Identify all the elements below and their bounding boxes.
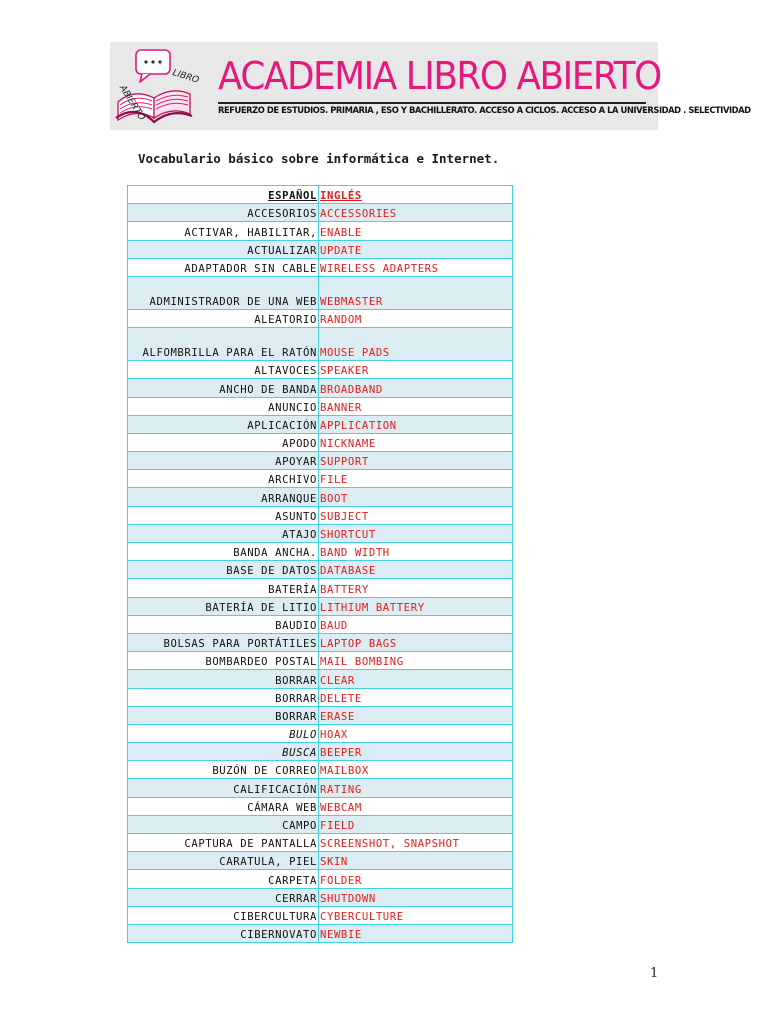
spanish-term: ATAJO (128, 524, 319, 542)
english-term: CYBERCULTURE (319, 906, 513, 924)
header-spanish: ESPAÑOL (128, 186, 319, 204)
spanish-term: CERRAR (128, 888, 319, 906)
table-row (128, 470, 513, 488)
spanish-term: ACTUALIZAR (128, 240, 319, 258)
english-term: SUBJECT (319, 506, 513, 524)
spanish-term: BOMBARDEO POSTAL (128, 652, 319, 670)
english-term: MAIL BOMBING (319, 652, 513, 670)
spanish-term: ADAPTADOR SIN CABLE (128, 258, 319, 276)
english-term: BOOT (319, 488, 513, 506)
spanish-term: APODO (128, 433, 319, 451)
spanish-term: CARPETA (128, 870, 319, 888)
english-term: FILE (319, 470, 513, 488)
table-row (128, 204, 513, 222)
spanish-term: BOLSAS PARA PORTÁTILES (128, 633, 319, 651)
english-term: MAILBOX (319, 761, 513, 779)
spanish-term: ADMINISTRADOR DE UNA WEB (128, 276, 319, 309)
academy-title: ACADEMIA LIBRO ABIERTO (218, 54, 661, 98)
spanish-term: BORRAR (128, 688, 319, 706)
english-term: CLEAR (319, 670, 513, 688)
spanish-term: CIBERNOVATO (128, 924, 319, 942)
table-row (128, 506, 513, 524)
table-row (128, 328, 513, 361)
english-term: BANNER (319, 397, 513, 415)
english-term: SUPPORT (319, 452, 513, 470)
table-row (128, 309, 513, 327)
spanish-term: ALEATORIO (128, 309, 319, 327)
table-row (128, 222, 513, 240)
spanish-term: APOYAR (128, 452, 319, 470)
vocabulary-table (127, 185, 513, 943)
table-row (128, 543, 513, 561)
table-row (128, 670, 513, 688)
table-row (128, 361, 513, 379)
english-term: LAPTOP BAGS (319, 633, 513, 651)
english-term: WEBCAM (319, 797, 513, 815)
table-row (128, 779, 513, 797)
english-term: BROADBAND (319, 379, 513, 397)
english-term: ERASE (319, 706, 513, 724)
document-title: Vocabulario básico sobre informática e Internet. (138, 151, 500, 166)
table-row (128, 579, 513, 597)
table-row (128, 815, 513, 833)
table-row (128, 743, 513, 761)
spanish-term: ACCESORIOS (128, 204, 319, 222)
spanish-term: BATERÍA (128, 579, 319, 597)
title-divider (218, 102, 646, 104)
table-row (128, 379, 513, 397)
english-term: UPDATE (319, 240, 513, 258)
english-term: NICKNAME (319, 433, 513, 451)
table-row (128, 906, 513, 924)
table-row (128, 688, 513, 706)
spanish-term: APLICACIÓN (128, 415, 319, 433)
english-term: MOUSE PADS (319, 328, 513, 361)
english-term: HOAX (319, 724, 513, 742)
table-row (128, 852, 513, 870)
spanish-term: ACTIVAR, HABILITAR, (128, 222, 319, 240)
english-term: SPEAKER (319, 361, 513, 379)
logo-text-libro: LIBRO (171, 68, 201, 86)
table-header-row (128, 186, 513, 204)
spanish-term: CIBERCULTURA (128, 906, 319, 924)
header-banner (110, 42, 751, 130)
header-english: INGLÉS (319, 186, 513, 204)
table-row (128, 452, 513, 470)
spanish-term: BAUDIO (128, 615, 319, 633)
spanish-term: CARATULA, PIEL (128, 852, 319, 870)
spanish-term: ALFOMBRILLA PARA EL RATÓN (128, 328, 319, 361)
spanish-term: BORRAR (128, 706, 319, 724)
spanish-term: ANCHO DE BANDA (128, 379, 319, 397)
table-row (128, 870, 513, 888)
table-row (128, 415, 513, 433)
english-term: SKIN (319, 852, 513, 870)
english-term: BEEPER (319, 743, 513, 761)
english-term: APPLICATION (319, 415, 513, 433)
page-number: 1 (650, 966, 659, 981)
english-term: WEBMASTER (319, 276, 513, 309)
table-row (128, 597, 513, 615)
spanish-term: BATERÍA DE LITIO (128, 597, 319, 615)
english-term: LITHIUM BATTERY (319, 597, 513, 615)
spanish-term: BORRAR (128, 670, 319, 688)
table-row (128, 834, 513, 852)
english-term: NEWBIE (319, 924, 513, 942)
table-row (128, 276, 513, 309)
spanish-term: BANDA ANCHA. (128, 543, 319, 561)
english-term: ENABLE (319, 222, 513, 240)
spanish-term: BUZÓN DE CORREO (128, 761, 319, 779)
spanish-term: CAPTURA DE PANTALLA (128, 834, 319, 852)
spanish-term: ARCHIVO (128, 470, 319, 488)
english-term: BAUD (319, 615, 513, 633)
english-term: ACCESSORIES (319, 204, 513, 222)
table-row (128, 397, 513, 415)
table-row (128, 724, 513, 742)
english-term: DATABASE (319, 561, 513, 579)
table-row (128, 488, 513, 506)
spanish-term: ASUNTO (128, 506, 319, 524)
spanish-term: CALIFICACIÓN (128, 779, 319, 797)
english-term: RATING (319, 779, 513, 797)
table-row (128, 797, 513, 815)
english-term: DELETE (319, 688, 513, 706)
table-row (128, 888, 513, 906)
table-row (128, 524, 513, 542)
spanish-term: BUSCA (128, 743, 319, 761)
english-term: FIELD (319, 815, 513, 833)
spanish-term: BASE DE DATOS (128, 561, 319, 579)
english-term: BAND WIDTH (319, 543, 513, 561)
english-term: SHORTCUT (319, 524, 513, 542)
spanish-term: CÁMARA WEB (128, 797, 319, 815)
english-term: BATTERY (319, 579, 513, 597)
english-term: SCREENSHOT, SNAPSHOT (319, 834, 513, 852)
table-row (128, 433, 513, 451)
academy-subtitle: REFUERZO DE ESTUDIOS. PRIMARIA , ESO Y BACHILLERATO. ACCESO A CICLOS. ACCESO A LA UNIVERSIDAD . SELECTIVIDAD (218, 105, 751, 115)
spanish-term: BULO (128, 724, 319, 742)
table-row (128, 652, 513, 670)
english-term: RANDOM (319, 309, 513, 327)
table-row (128, 761, 513, 779)
spanish-term: ALTAVOCES (128, 361, 319, 379)
english-term: WIRELESS ADAPTERS (319, 258, 513, 276)
english-term: SHUTDOWN (319, 888, 513, 906)
spanish-term: ANUNCIO (128, 397, 319, 415)
table-row (128, 615, 513, 633)
english-term: FOLDER (319, 870, 513, 888)
table-row (128, 258, 513, 276)
table-row (128, 561, 513, 579)
logo-text-abierto: ABIERTO (117, 83, 147, 123)
table-row (128, 240, 513, 258)
table-row (128, 924, 513, 942)
table-row (128, 633, 513, 651)
spanish-term: ARRANQUE (128, 488, 319, 506)
table-row (128, 706, 513, 724)
spanish-term: CAMPO (128, 815, 319, 833)
